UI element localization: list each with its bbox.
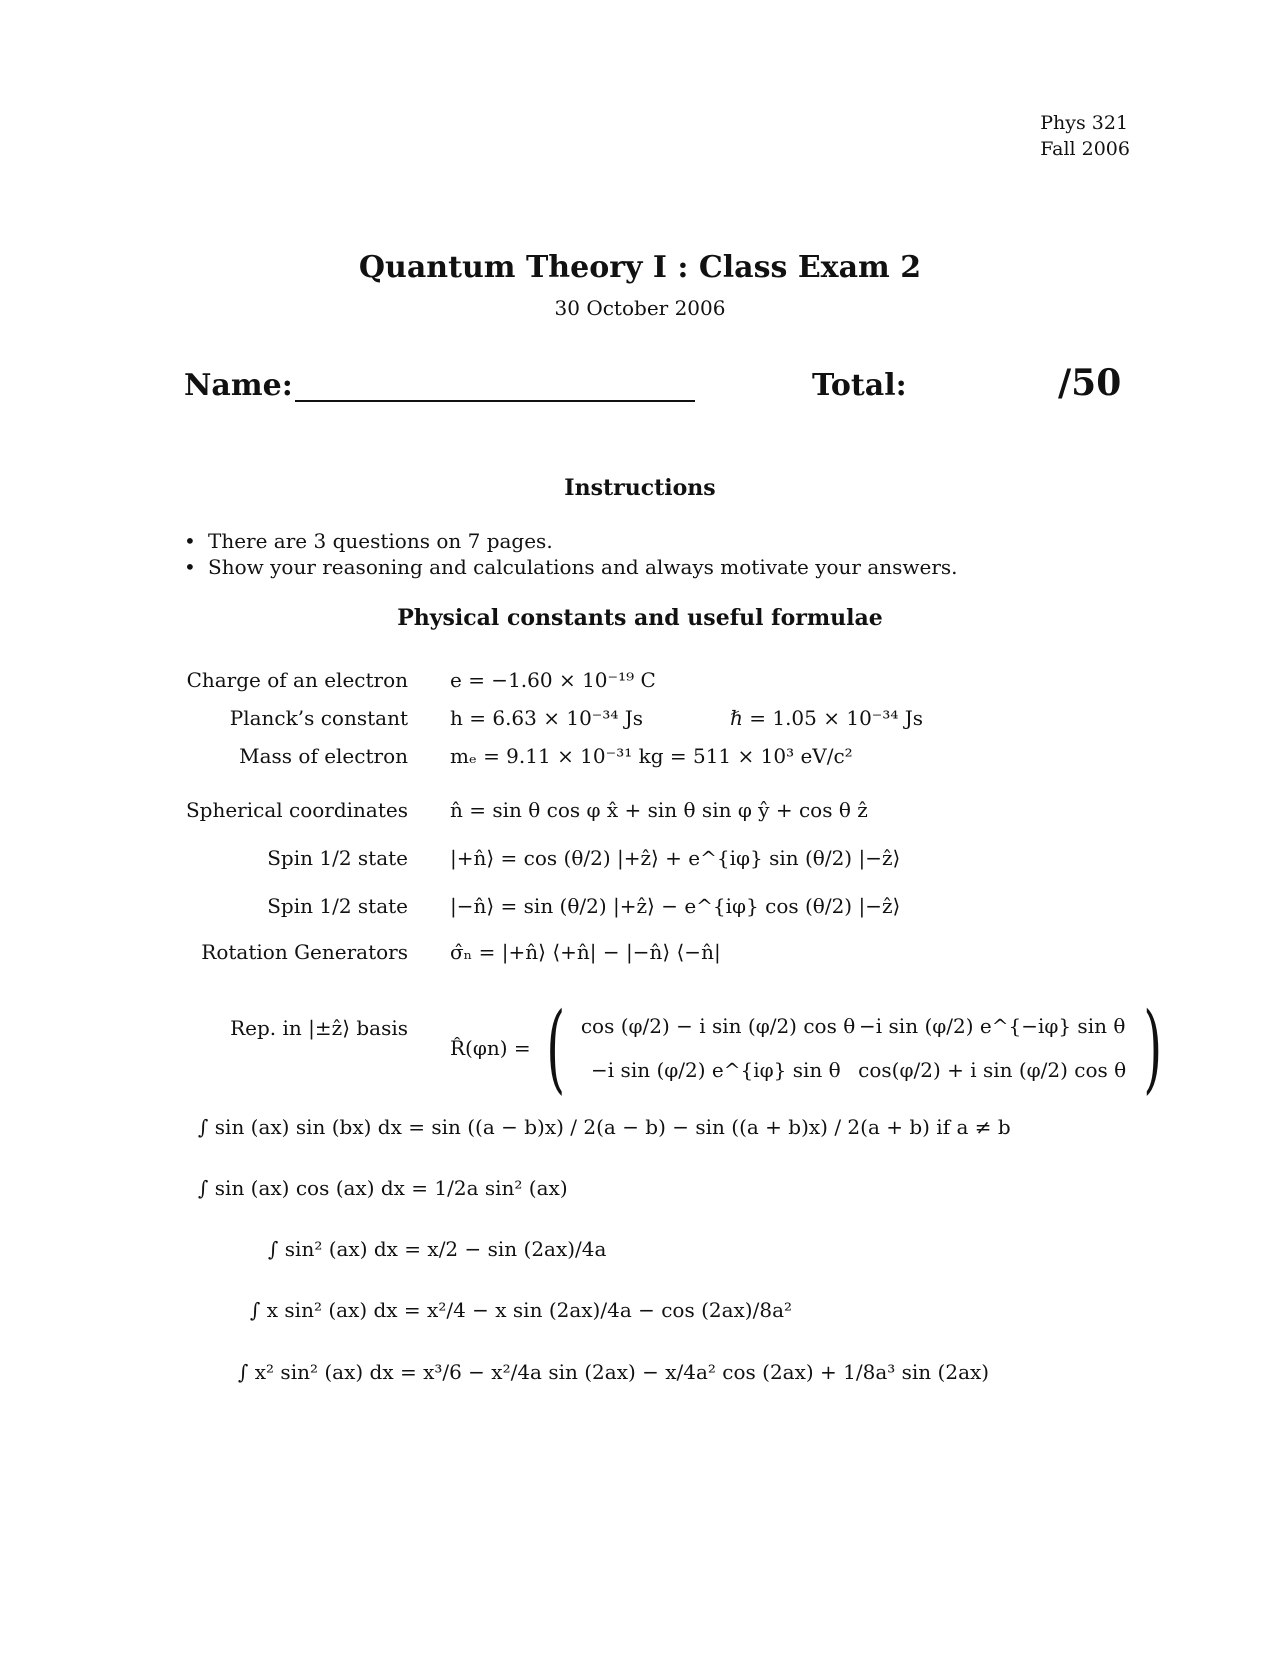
formula-spherical-coordinates: n̂ = sin θ cos φ x̂ + sin θ sin φ ŷ + cos θ ẑ <box>450 798 868 822</box>
name-label: Name: <box>184 368 293 403</box>
formula-planck-hbar: ℏ = 1.05 × 10⁻³⁴ Js <box>730 706 924 730</box>
matrix-row <box>581 1004 1127 1048</box>
name-field-line[interactable] <box>295 400 695 402</box>
constant-label-electron-charge: Charge of an electron <box>186 668 408 692</box>
formula-spin-minus-state: |−n̂⟩ = sin (θ/2) |+ẑ⟩ − e^{iφ} cos (θ/2) |−ẑ⟩ <box>450 894 901 918</box>
matrix-lhs: R̂(φn) = <box>450 1036 531 1060</box>
matrix-body <box>581 1004 1127 1092</box>
formula-electron-mass: mₑ = 9.11 × 10⁻³¹ kg = 511 × 10³ eV/c² <box>450 744 853 768</box>
instruction-item: • There are 3 questions on 7 pages. <box>184 528 958 554</box>
matrix-cell-12: −i sin (φ/2) e^{−iφ} sin θ <box>859 1014 1126 1038</box>
label-rotation-generators: Rotation Generators <box>201 940 408 964</box>
formula-planck-h: h = 6.63 × 10⁻³⁴ Js <box>450 706 644 730</box>
formula-electron-charge: e = −1.60 × 10⁻¹⁹ C <box>450 668 656 692</box>
left-paren: ( <box>546 992 566 1104</box>
constants-heading: Physical constants and useful formulae <box>397 605 883 631</box>
matrix-cell-22: cos(φ/2) + i sin (φ/2) cos θ <box>858 1058 1127 1082</box>
exam-title: Quantum Theory I : Class Exam 2 <box>358 250 922 285</box>
total-max-score: /50 <box>1058 362 1122 404</box>
course-term: Fall 2006 <box>1040 138 1130 160</box>
rotation-matrix <box>450 992 1171 1104</box>
course-info <box>1040 110 1130 162</box>
constant-label-planck: Planck’s constant <box>229 706 408 730</box>
formula-spin-plus-state: |+n̂⟩ = cos (θ/2) |+ẑ⟩ + e^{iφ} sin (θ/2) |−ẑ⟩ <box>450 846 901 870</box>
matrix-cell-11: cos (φ/2) − i sin (φ/2) cos θ <box>580 1014 856 1038</box>
integral-formula: ∫ sin (ax) sin (bx) dx = sin ((a − b)x) / 2(a − b) − sin ((a + b)x) / 2(a + b) if a ≠ b <box>198 1115 1011 1139</box>
integral-formula: ∫ sin² (ax) dx = x/2 − sin (2ax)/4a <box>268 1237 607 1261</box>
exam-date: 30 October 2006 <box>554 296 726 320</box>
instructions-heading: Instructions <box>564 475 716 501</box>
integral-formula: ∫ sin (ax) cos (ax) dx = 1/2a sin² (ax) <box>198 1176 568 1200</box>
formula-rotation-generators: σ̂ₙ = |+n̂⟩ ⟨+n̂| − |−n̂⟩ ⟨−n̂| <box>450 940 721 964</box>
label-spin-plus-state: Spin 1/2 state <box>267 846 408 870</box>
label-spin-minus-state: Spin 1/2 state <box>267 894 408 918</box>
label-spherical-coordinates: Spherical coordinates <box>185 798 408 822</box>
integral-formula: ∫ x sin² (ax) dx = x²/4 − x sin (2ax)/4a − cos (2ax)/8a² <box>250 1298 793 1322</box>
instructions-list <box>184 528 958 580</box>
course-code: Phys 321 <box>1040 112 1129 134</box>
instruction-item: • Show your reasoning and calculations and always motivate your answers. <box>184 554 958 580</box>
integral-formula: ∫ x² sin² (ax) dx = x³/6 − x²/4a sin (2ax) − x/4a² cos (2ax) + 1/8a³ sin (2ax) <box>238 1360 990 1384</box>
right-paren: ) <box>1142 992 1162 1104</box>
matrix-row <box>581 1048 1127 1092</box>
matrix-cell-21: −i sin (φ/2) e^{iφ} sin θ <box>591 1058 841 1082</box>
constant-label-electron-mass: Mass of electron <box>239 744 408 768</box>
label-rotation-matrix: Rep. in |±ẑ⟩ basis <box>230 1016 408 1040</box>
total-label: Total: <box>812 368 907 403</box>
